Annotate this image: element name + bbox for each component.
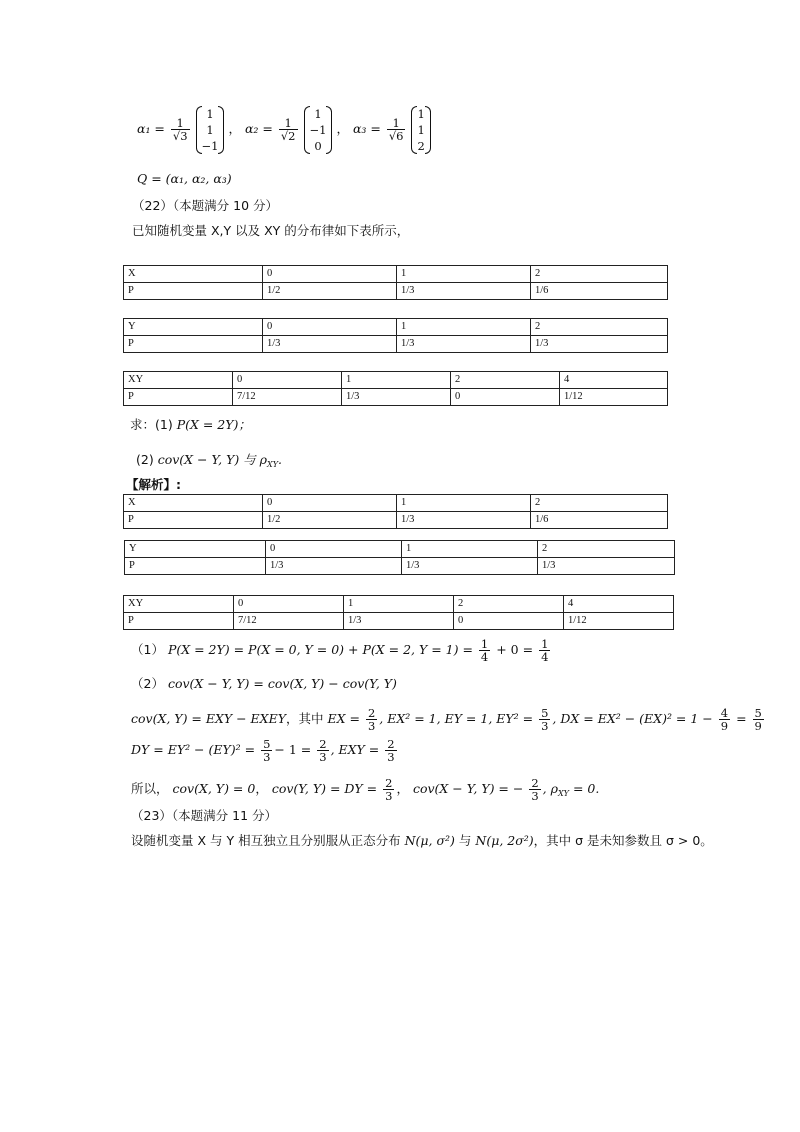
question-2: (2) cov(X − Y, Y) 与 $\rho_{XY}$.: [136, 452, 282, 469]
solution-heading: 【解析】:: [126, 477, 181, 492]
question-1: 求：(1) P(X = 2Y)；: [130, 417, 251, 432]
table-row: P 7/12 1/3 0 1/12: [124, 613, 674, 630]
solution-table-y: [124, 540, 675, 575]
alpha2-coefficient: $\frac{1}{√2}$: [280, 116, 296, 143]
solution-step-5: 所以， cov(X, Y) = 0， cov(Y, Y) = DY = $\frac{2}{3}$ ， cov(X − Y, Y) = − $\frac{2}{3}$ , $\rho_{XY} = 0$.: [131, 776, 600, 803]
alpha1-vector: 1 1 −1: [196, 106, 225, 154]
alpha3-label: α₃ =: [352, 121, 381, 136]
alpha2-label: α₂ =: [244, 121, 273, 136]
table-row: P 7/12 1/3 0 1/12: [124, 389, 668, 406]
alpha3-vector: 1 1 2: [411, 106, 430, 154]
problem23-statement: 设随机变量 X 与 Y 相互独立且分别服从正态分布 N(μ, σ²) 与 N(μ, 2σ²)，其中 σ 是未知参数且 σ > 0。: [131, 833, 713, 848]
table-x-distribution: [123, 265, 668, 300]
table-xy-distribution: [123, 371, 668, 406]
solution-step-1: （1） P(X = 2Y) = P(X = 0, Y = 0) + P(X = 2, Y = 1) = $\frac{1}{4}$ + 0 = $\frac{1}{4}$: [131, 637, 549, 664]
q-matrix: Q = (α₁, α₂, α₃): [137, 171, 232, 186]
table-row: XY 0 1 2 4: [124, 596, 674, 613]
table-row: X 0 1 2: [124, 266, 668, 283]
solution-step-4: DY = EY² − (EY)² = $\frac{5}{3}$ − 1 = $\frac{2}{3}$ , EXY = $\frac{2}{3}$: [131, 737, 395, 764]
alpha1-label: α₁ =: [137, 121, 165, 136]
problem22-heading: （22）（本题满分 10 分）: [132, 198, 279, 213]
solution-table-xy: [123, 595, 674, 630]
table-row: Y 0 1 2: [124, 319, 668, 336]
alpha-vectors-line: α₁ = $\frac{1}{√3}$ 1 1 −1 ， α₂ = $\frac{1}{√2}$ 1 −1 0 ， α₃ = $\frac{1}{√6}$ 1 1 2: [137, 103, 431, 155]
problem23-heading: （23）（本题满分 11 分）: [131, 808, 278, 823]
table-row: P 1/2 1/3 1/6: [124, 512, 668, 529]
table-row: X 0 1 2: [124, 495, 668, 512]
alpha1-coefficient: $\frac{1}{√3}$: [172, 116, 188, 143]
table-row: P 1/3 1/3 1/3: [124, 336, 668, 353]
problem22-statement: 已知随机变量 X,Y 以及 XY 的分布律如下表所示，: [132, 223, 410, 238]
alpha3-coefficient: $\frac{1}{√6}$: [388, 116, 404, 143]
table-row: P 1/3 1/3 1/3: [125, 558, 675, 575]
table-row: XY 0 1 2 4: [124, 372, 668, 389]
table-row: P 1/2 1/3 1/6: [124, 283, 668, 300]
solution-table-x: [123, 494, 668, 529]
table-row: Y 0 1 2: [125, 541, 675, 558]
table-y-distribution: [123, 318, 668, 353]
alpha2-vector: 1 −1 0: [304, 106, 333, 154]
solution-step-3: cov(X, Y) = EXY − EXEY，其中 EX = $\frac{2}{3}$ , EX² = 1, EY = 1, EY² = $\frac{5}{3}$ , DX = EX² − (EX)² = 1 − $\frac{4}{9}$ = $\frac{5}{9}$: [131, 706, 762, 733]
solution-step-2: （2） cov(X − Y, Y) = cov(X, Y) − cov(Y, Y): [131, 676, 397, 691]
